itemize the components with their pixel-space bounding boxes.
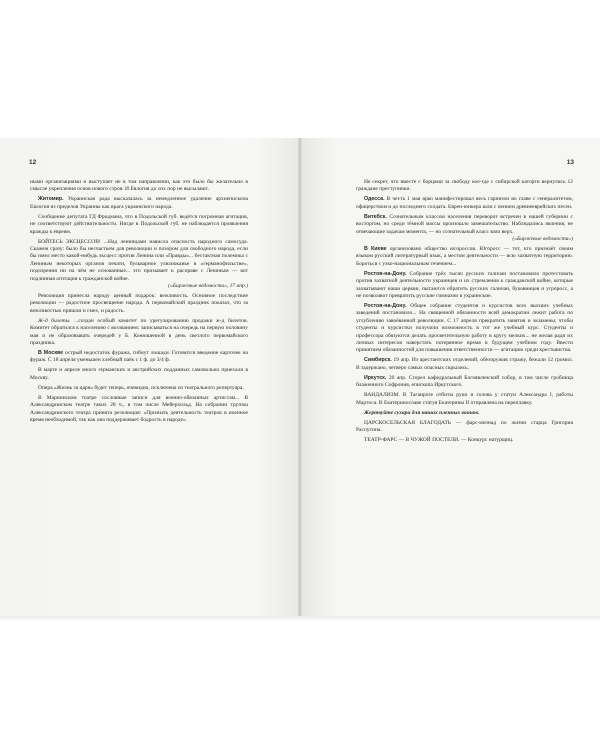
paragraph — [356, 246, 573, 268]
paragraph-text: 20 апр. Сгорел кафедральный Богоявленский собор, в том числе гробница блаженного Софрония, епископа Иркутского. — [356, 374, 573, 389]
paragraph-text: острый недостаток фуража, гибнут лошади. Готовится введение карточек на фураж. С 18 апреля уменьшен хлебный паёк с 1 ф. до 3/4 ф. — [30, 350, 248, 364]
paragraph: Опера «Жизнь за царя» будет теперь, очевидно, исключена из театрального репертуара. — [38, 384, 244, 391]
paragraph: ными организациями и выступает не в том направлении, как это было бы желательно в смысле укрепления основ нового строя. И Евлогия до сих пор не высылают. — [30, 179, 248, 193]
place-heading: Симбирск. — [364, 357, 392, 364]
place-heading: Одесса. — [364, 196, 385, 203]
paragraph: В марте и апреле много германских и австрийских подданных самовольно приехали в Москву. — [30, 367, 248, 381]
paragraph-text: ...создан особый комитет по урегулированию продажи ж-д билетов. Комитет обратился к населению с воззванием: записываться на очередь на первую половину мая и не образовывать очередей у Б. Конюшенной в день светлого первомайского праздника. — [30, 317, 248, 346]
paragraph: ЦАРСКОСЕЛЬСКАЯ БЛАГОДАТЬ — фарс-мизнад по жизни старца Григория Распутина. — [356, 419, 573, 434]
book-spread — [0, 138, 600, 616]
appeal-line: Жертвуйте сухари для наших пленных воинов. — [364, 409, 480, 416]
right-text-column — [356, 179, 573, 445]
paragraph — [30, 350, 248, 365]
paragraph-text: Общее собрание студентов и курсистов всех высших учебных заведений постановило... На священной обязанности всей демократии лежит работа по углублению завоёванной революции. С 17 апреля прекратить занятия и экзамены, чтобы студенты и курсистки получили возможность в тот же учебный курс. Студенты и профессора обязуются делать просветительную работу в кругу мелких... не желая ради их личных интересов наверстать потерянное время в будущем учебном году. Ввести принятием обязанностей для повышения ответственности — агитацию среди крестьянства. — [356, 303, 573, 354]
place-heading: Витебск. — [364, 213, 387, 220]
page-number-right: 13 — [566, 159, 574, 166]
left-page — [0, 138, 298, 616]
paragraph: Сообщение депутата ГД Фридмана, что в Подольской губ. ведётся погромная агитация, не соответствуют действительности. Нигде в Подольской губ. не наблюдается проявления вражды к евреям. — [30, 213, 248, 235]
place-heading: Ростов-на-Дону. — [364, 303, 407, 310]
paragraph — [356, 357, 573, 372]
paragraph — [30, 196, 248, 211]
paragraph-text: Сознательным классом населения переворот встречен в нашей губернии с восторгом, но среди тёмной массы произошло замешательство. Наблюдались явления, не отвечающие задачам момента, — но сознательный класс взял верх. — [356, 213, 573, 235]
paragraph: ТЕАТР-ФАРС — В ЧУЖОЙ ПОСТЕЛИ. — Конкурс натурщиц. — [364, 437, 514, 444]
paragraph: Не секрет, что вместе с борцами за свободу кое-где с сибирской каторги вернулись 12 граждане преступники. — [356, 179, 573, 193]
place-heading: Иркутск. — [364, 374, 387, 381]
paragraph-text: Собрание трёх тысяч русских галичан постановило протестовать против захватной деятельности украинцев и их стремления к гражданской войне, которые захватывают наши церкви, пытаются обратить русских галичан, буковинцев и угроросс, а не позволяют превратить русские гимназии в украинские. — [356, 270, 573, 299]
paragraph — [356, 375, 573, 390]
left-text-column — [30, 179, 248, 424]
paragraph-text: В честь 1 мая ярко манифестировал весь гарнизон во главе с генералитетом, офицерством и до последнего солдата. Евреи-юнкера шли с пением древнееврейских песен. — [356, 196, 573, 210]
paragraph: ВАНДАЛИЗМ. В Таганроге отбиты руки и голова у статуи Александра I, работы Мартоса. В Екатеринославе статуя Екатерины II отправлена на переплавку. — [356, 392, 573, 406]
source-citation: («Биржевые ведомости», 17 апр.) — [168, 282, 248, 289]
place-heading: В Киеве — [364, 246, 387, 253]
paragraph: Революция принесла народу ценный подарок: вежливость. Основное последствие революции — радостное просвещение народа. А первомайский праздник показал, что за вежливостью пришли и смех, и радость. — [30, 293, 248, 314]
page-number-left: 12 — [29, 159, 37, 166]
paragraph-text: Украинская рада высказалась за немедленное удаление архиепископа Евлогия из пределов Украины как врага украинского народа. — [30, 196, 248, 210]
paragraph — [30, 318, 248, 347]
place-heading: Житомир. — [38, 196, 64, 203]
paragraph-text: организовано общество югороссов. Югоросс — тот, кто признаёт своим языком русский литературный язык, а местом деятельности — всю захватную территорию. Бороться с узко-национальным течением... — [356, 246, 573, 267]
paragraph — [356, 303, 573, 354]
paragraph — [356, 214, 573, 236]
paragraph-text: 19 апр. Из арестантских отделений, обезоружив стражу, бежали 12 громил. В задержано, четверо самых опасных скрылись. — [356, 357, 573, 371]
source-citation: («Биржевые ведомости») — [512, 236, 573, 242]
place-heading: В Москве — [38, 350, 64, 356]
paragraph: В Мариинском театре сословные записи для военно-обязанных артистам... В Александринском театре таких 28 ч., в том числе Мейерхольд. На собрании труппы Александринского театра принята резолюция: «Признать деятельность театров в военное время необходимой, так как она поддерживает бодрость в народе». — [30, 395, 248, 424]
paragraph — [356, 271, 573, 300]
book-shadow — [0, 616, 600, 622]
right-page — [302, 138, 600, 616]
place-heading: Ростов-на-Дону. — [364, 270, 407, 277]
paragraph — [356, 196, 573, 211]
paragraph: БОЙТЕСЬ ЭКСЦЕССОВ! ...Над ленинцами нависла опасность народного самосуда. Скажем сразу: было бы несчастьем для революции и позором для свободного народа, если бы имел место какой-нибудь эксцесс против Ленина или «Правды»... бестактная полемика с Лениным некоторых органов печати, бульварное улюлюканье в «германофильстве», подозрения ни на чём не основанные... это призывает к расправе с Лениным — вот подлинная агитация к гражданской войне. — [30, 238, 248, 282]
italic-heading: Ж-д билеты. — [38, 317, 71, 324]
